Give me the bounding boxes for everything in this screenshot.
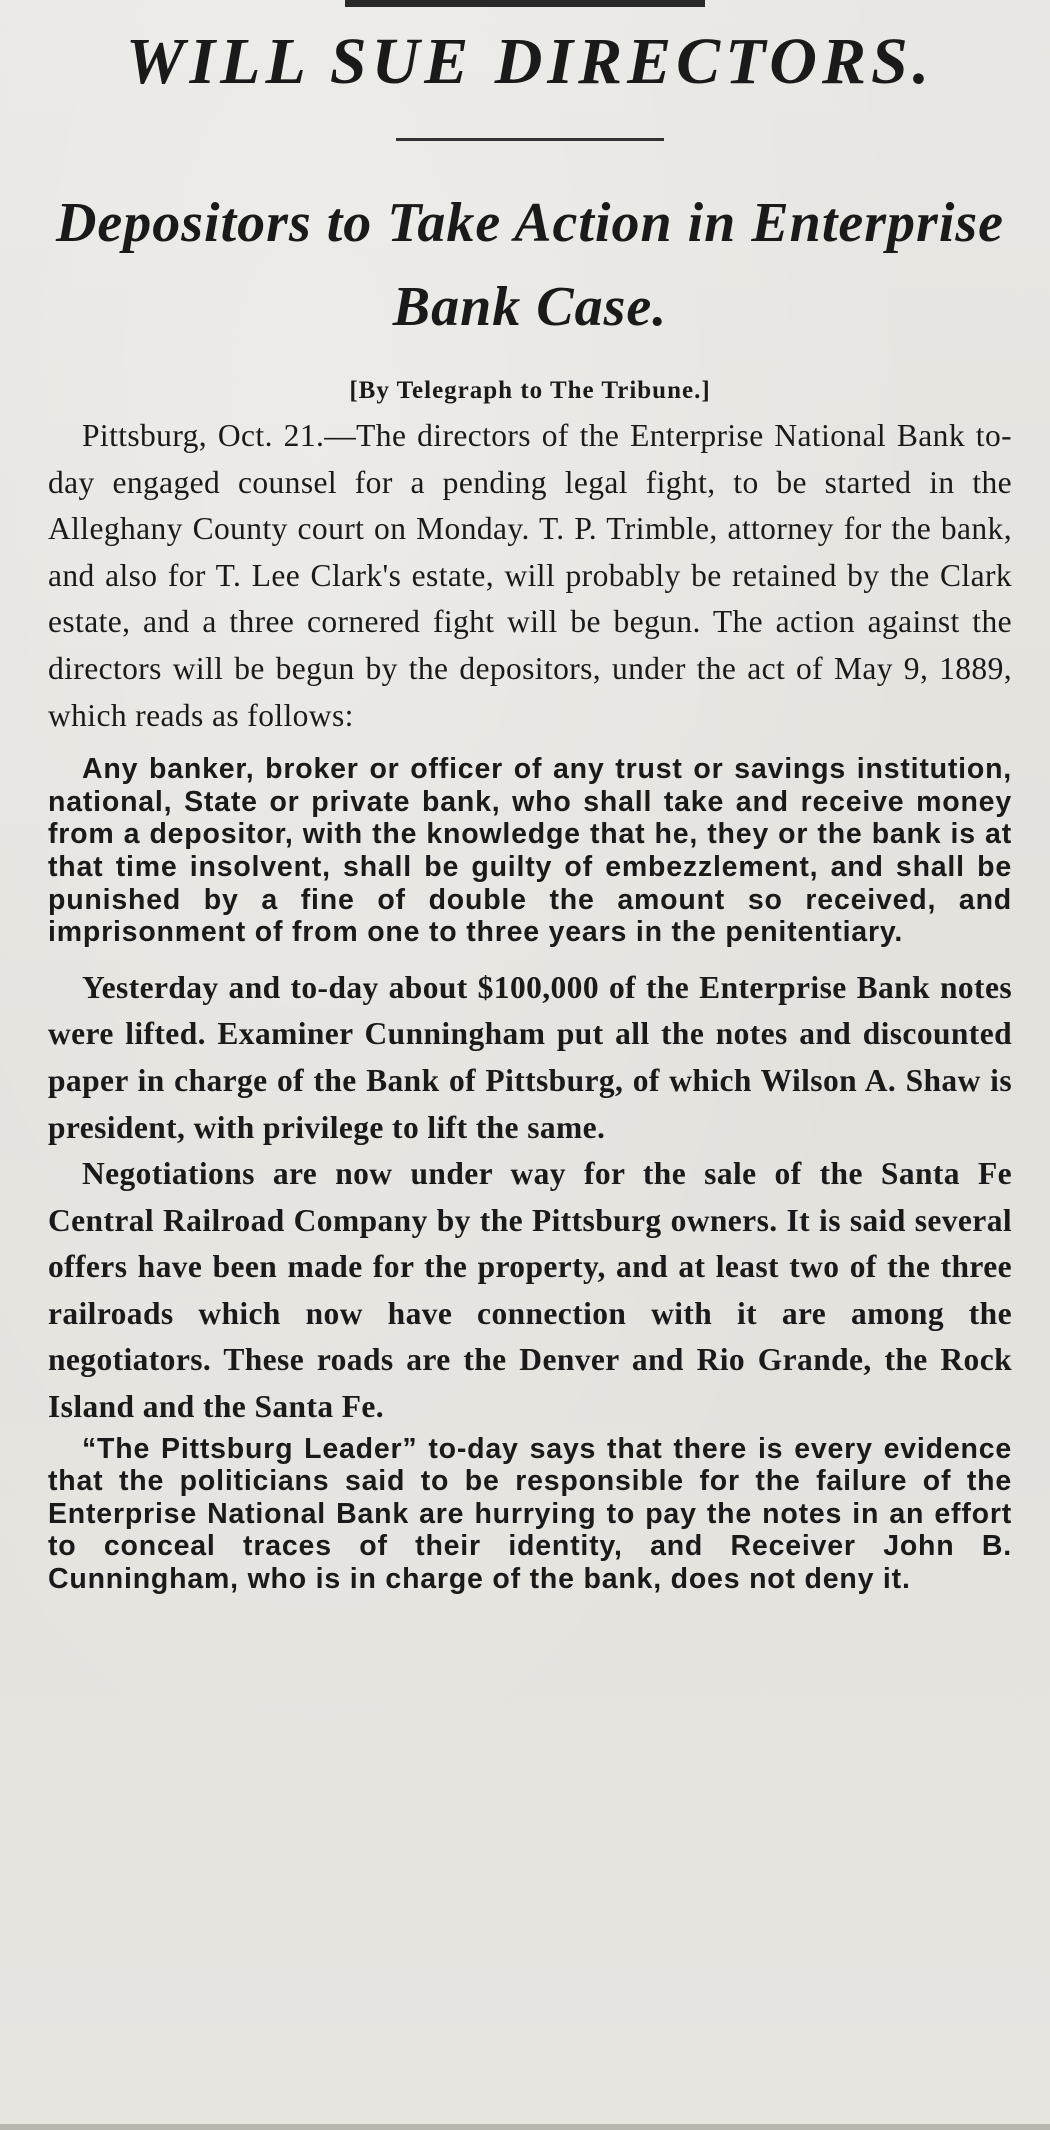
quoted-statute: Any banker, broker or officer of any trust or savings institution, national, State or private bank, who shall take and receive money from a depositor, with the knowledge that he, they or the bank is at that time insolvent, shall be guilty of embezzlement, and shall be punished by a fine of double the amount so received, and imprisonment of from one to three years in the penitentiary. [48, 753, 1012, 949]
bottom-rule [0, 2124, 1050, 2130]
article-paragraph: “The Pittsburg Leader” to-day says that there is every evidence that the politicians said to be responsible for the failure of the Enterprise National Bank are hurrying to pay the notes in an effort to conceal traces of their identity, and Receiver John B. Cunningham, who is in charge of the bank, does not deny it. [48, 1432, 1012, 1596]
byline: [By Telegraph to The Tribune.] [349, 377, 711, 404]
subheadline: Depositors to Take Action in Enterprise Bank Case. [55, 192, 1005, 338]
headline-divider [396, 138, 664, 141]
top-rule [345, 0, 705, 7]
headline: WILL SUE DIRECTORS. [125, 25, 935, 98]
article-paragraph: Yesterday and to-day about $100,000 of the Enterprise Bank notes were lifted. Examiner Cunningham put all the notes and discounted paper in charge of the Bank of Pittsburg, of which Wilson A. Shaw is president, with privilege to lift the same. [48, 969, 1012, 1145]
article-paragraph: Negotiations are now under way for the sale of the Santa Fe Central Railroad Company by the Pittsburg owners. It is said several offers have been made for the property, and at least two of the three railroads which now have connection with it are among the negotiators. These roads are the Denver and Rio Grande, the Rock Island and the Santa Fe. [48, 1156, 1012, 1425]
article-paragraph: Pittsburg, Oct. 21.—The directors of the Enterprise National Bank to-day engaged counsel for a pending legal fight, to be started in the Alleghany County court on Monday. T. P. Trimble, attorney for the bank, and also for T. Lee Clark's estate, will probably be retained by the Clark estate, and a three cornered fight will be begun. The action against the directors will be begun by the depositors, under the act of May 9, 1889, which reads as follows: [48, 418, 1012, 733]
